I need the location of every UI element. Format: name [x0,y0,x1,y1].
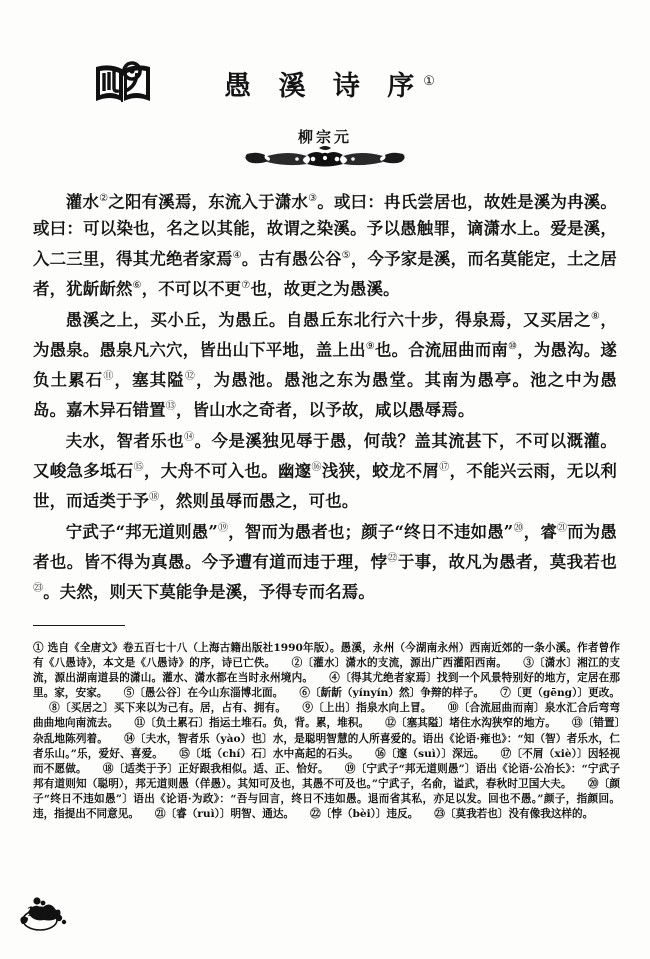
author-name: 柳宗元 [297,128,352,146]
footnote-list [33,641,620,822]
body-paragraph: 夫水，智者乐也⑭。今是溪独见辱于愚，何哉？盖其流甚下，不可以溉灌。又峻急多坻石⑮，大舟不可入也。幽邃⑯浅狭，蛟龙不屑⑰，不能兴云雨，无以利世，而适类于予⑱，然则虽辱而愚之，可也。 [33,431,618,511]
footnote-item: ⑬〔错置〕杂乱地陈列着。 [33,717,621,745]
footnote-reference-marker: ⑰ [439,462,450,474]
body-paragraph: 宁武子“邦无道则愚”⑲，智而为愚者也；颜子“终日不违如愚”⑳，睿$^㉑$而为愚者也。皆不得为真愚。今予遭有道而违于理，悖$^㉒$于事，故凡为愚者，莫我若也$^㉓$。夫然，则天下莫能争是溪，予得专而名焉。 [33,522,618,602]
page-header [0,0,650,146]
footnote-item: ⑦〔更（gēng）〕更改。 [500,687,621,700]
footnote-reference-marker: ㉒ [387,553,398,565]
page-title-text: 愚 溪 诗 序 [224,71,424,102]
footnote-item: ① 选自《全唐文》卷五百七十八（上海古籍出版社1990年版）。愚溪，永州（今湖南永州）西南近郊的一条小溪。作者曾作有《八愚诗》，本文是《八愚诗》的序，诗已亡佚。 [33,642,620,670]
footnote-item: ⑤〔愚公谷〕在今山东淄博北面。 [123,687,284,700]
footnote-item: ⑮〔坻（chí）石〕水中高起的石头。 [179,747,359,760]
footnote-reference-marker: ③ [308,193,318,204]
footnote-reference-marker: ⑭ [184,432,195,444]
footnote-item: ㉓〔莫我若也〕没有像我这样的。 [434,808,594,821]
footnote-item: ⑪〔负土累石〕指运土堆石。负，背。累，堆积。 [134,717,370,730]
footnote-reference-marker: ㉓ [33,583,44,595]
footnote-reference-marker: ⑫ [184,370,197,382]
footnote-reference-marker: ⑪ [103,370,115,382]
body-paragraph: 灌水②之阳有溪焉，东流入于潇水③。或曰：冉氏尝居也，故姓是溪为冉溪。或曰：可以染也，名之以其能，故谓之染溪。予以愚触罪，谪潇水上。爱是溪，入二三里，得其尤绝者家焉④。古有愚公谷⑤，今予家是溪，而名莫能定，土之居者，犹龂龂然⑥，不可以不更⑦也，故更之为愚溪。 [33,192,618,299]
footnote-reference-marker: ⑳ [513,523,524,535]
footnote-reference-marker: ② [99,193,109,204]
footnote-reference-marker: ⑥ [132,279,142,291]
footnote-reference-marker: ⑦ [241,279,251,291]
footnote-reference-marker: ㉑ [556,523,568,535]
footnote-reference-marker: ⑤ [341,249,351,261]
footnote-item: ㉒〔悖（bèi）〕违反。 [310,808,419,821]
footnote-item: ④〔得其尤绝者家焉〕找到一个风景特别好的地方，定居在那里。家，安家。 [33,672,621,700]
footnote-reference-marker: ⑱ [149,492,160,504]
footnote-item: ③〔潇水〕湘江的支流，源出湖南道县的潇山。灌水、潇水都在当时永州境内。 [33,657,621,685]
footnote-item: ⑰〔不屑（xiè）〕因轻视而不愿做。 [33,747,621,775]
footnote-item: ⑫〔塞其隘〕堵住水沟狭窄的地方。 [385,717,556,730]
footnote-reference-marker: ⑯ [311,462,322,474]
footnote-item: ⑨〔上出〕指泉水向上冒。 [302,702,432,715]
footnote-reference-marker: ⑧ [590,310,601,322]
footnote-reference-marker: ⑩ [508,340,518,352]
footnote-item: ⑯〔邃（suì）〕深远。 [374,747,485,760]
footnote-item: ②〔灌水〕潇水的支流，源出广西灌阳西南。 [291,657,508,670]
title-footnote-marker: ① [423,74,435,89]
footnote-item: ⑭〔夫水，智者乐（yào）也〕水，是聪明智慧的人所喜爱的。语出《论语·雍也》：“知（智）者乐水，仁者乐山。”乐，爱好、喜爱。 [33,732,620,760]
footnote-reference-marker: ⑮ [133,462,144,474]
footnote-reference-marker: ④ [232,249,242,261]
footnote-separator-rule [33,625,125,626]
footnote-reference-marker: ⑲ [218,523,229,535]
footnote-reference-marker: ⑬ [165,400,176,412]
page-title [0,64,650,103]
footnote-item: ⑩〔合流屈曲而南〕泉水汇合后弯弯曲曲地向南流去。 [33,702,621,730]
footnote-item: ⑳〔颜子“终日不违如愚”〕语出《论语·为政》：“吾与回言，终日不违如愚。退而省其私，亦足以发。回也不愚。”颜子，指颜回。违，指提出不同意见。 [33,777,620,821]
footnote-item: ⑧〔买居之〕买下来以为己有。居，占有、拥有。 [49,702,287,715]
footnote-item: ⑱〔适类于予〕正好跟我相似。适、正、恰好。 [102,762,329,775]
floral-divider-icon [0,146,650,168]
footnote-item: ⑲〔宁武子“邦无道则愚”〕语出《论语·公冶长》：“宁武子邦有道则知（聪明），邦无道则愚（佯愚）。其知可及也，其愚不可及也。”宁武子，名俞，谥武，春秋时卫国大夫。 [33,762,621,790]
page-number-ornament [14,896,76,936]
footnote-reference-marker: ⑨ [365,340,375,352]
page-number-text: 152 [26,905,54,920]
body-paragraph: 愚溪之上，买小丘，为愚丘。自愚丘东北行六十步，得泉焉，又买居之⑧，为愚泉。愚泉凡六穴，皆出山下平地，盖上出⑨也。合流屈曲而南⑩，为愚沟。遂负土累石⑪，塞其隘⑫，为愚池。愚池之东为愚堂。其南为愚亭。池之中为愚岛。嘉木异石错置⑬，皆山水之奇者，以予故，咸以愚辱焉。 [33,310,618,420]
footnote-item: ⑥〔龂龂（yínyín）然〕争辩的样子。 [299,687,485,700]
article-body [33,186,617,607]
footnote-item: ㉑〔睿（ruì）〕明智、通达。 [154,808,295,821]
